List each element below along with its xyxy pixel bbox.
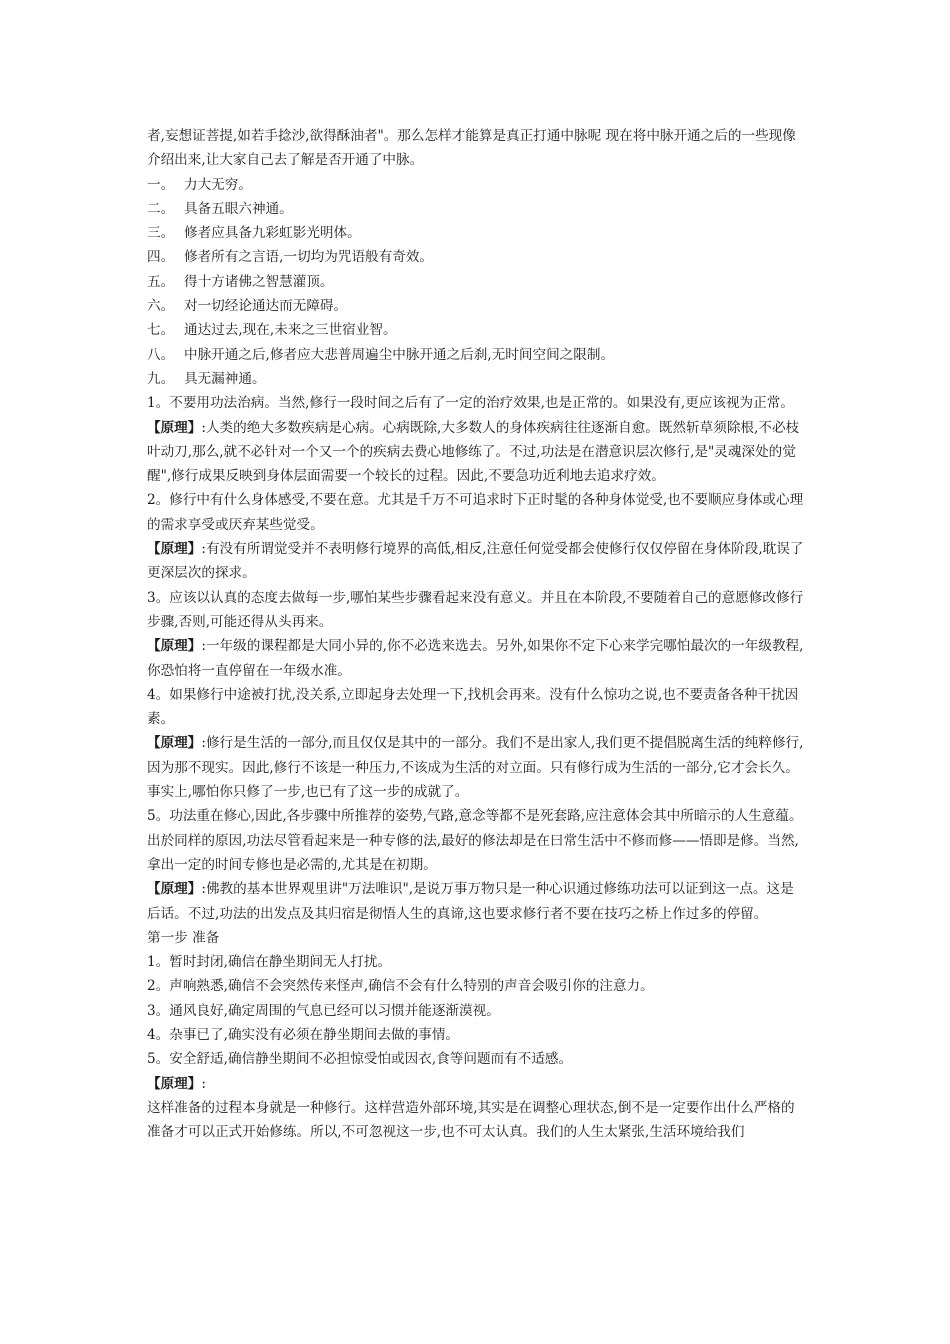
list-text: 修者所有之言语,一切均为咒语般有奇效。 xyxy=(184,249,434,266)
list-number: 九。 xyxy=(147,370,175,387)
list-item: 2。声响熟悉,确信不会突然传来怪声,确信不会有什么特别的声音会吸引你的注意力。 xyxy=(147,978,654,995)
principle-label: 【原理】 xyxy=(147,735,202,752)
rule-4: 4。如果修行中途被打扰,没关系,立即起身去处理一下,找机会再来。没有什么惊功之说,也不要责备各种干扰因素。 xyxy=(147,686,799,728)
list-item xyxy=(147,367,807,391)
list-item xyxy=(147,294,807,318)
list-number: 三。 xyxy=(147,225,175,242)
principle-text: :修行是生活的一部分,而且仅仅是其中的一部分。我们不是出家人,我们更不提倡脱离生活的纯粹修行,因为那不现实。因此,修行不该是一种压力,不该成为生活的对立面。只有修行成为生活的一部分,它才会长久。事实上,哪怕你只修了一步,也已有了这一步的成就了。 xyxy=(147,735,804,801)
list-number: 二。 xyxy=(147,200,175,217)
preparation-list xyxy=(147,950,807,1071)
list-text: 通达过去,现在,未来之三世宿业智。 xyxy=(184,322,397,339)
list-text: 具无漏神通。 xyxy=(184,370,266,387)
rule-1: 1。不要用功法治病。当然,修行一段时间之后有了一定的治疗效果,也是正常的。如果没有,更应该视为正常。 xyxy=(147,395,794,412)
list-number: 七。 xyxy=(147,322,175,339)
list-text: 中脉开通之后,修者应大悲普周遍尘中脉开通之后刹,无时间空间之限制。 xyxy=(184,346,615,363)
list-item: 4。杂事已了,确实没有必须在静坐期间去做的事情。 xyxy=(147,1026,460,1043)
rule-2-principle xyxy=(147,537,807,586)
preparation-principle-heading xyxy=(147,1072,807,1096)
list-text: 具备五眼六神通。 xyxy=(184,200,293,217)
principle-label: 【原理】 xyxy=(147,638,202,655)
section-heading: 第一步 准备 xyxy=(147,929,220,946)
list-number: 五。 xyxy=(147,273,175,290)
central-channel-signs-list xyxy=(147,173,807,392)
list-item xyxy=(147,245,807,269)
list-item xyxy=(147,270,807,294)
principle-label: 【原理】 xyxy=(147,419,202,436)
rule-3-principle xyxy=(147,634,807,683)
list-number: 六。 xyxy=(147,298,175,315)
rule-4-principle xyxy=(147,731,807,804)
principle-text: :有没有所谓觉受并不表明修行境界的高低,相反,注意任何觉受都会使修行仅仅停留在身体阶段,耽误了更深层次的探求。 xyxy=(147,541,804,582)
principle-suffix: : xyxy=(201,1075,206,1092)
list-item xyxy=(147,197,807,221)
list-item xyxy=(147,173,807,197)
list-text: 力大无穷。 xyxy=(184,176,252,193)
intro-paragraph: 者,妄想证菩提,如若手捻沙,欲得酥油者"。那么怎样才能算是真正打通中脉呢 现在将中脉开通之后的一些现像介绍出来,让大家自己去了解是否开通了中脉。 xyxy=(147,128,796,169)
rule-2: 2。修行中有什么身体感受,不要在意。尤其是千万不可追求时下正时髦的各种身体觉受,也不要顺应身体或心理的需求享受或厌弃某些觉受。 xyxy=(147,492,804,533)
principle-label: 【原理】 xyxy=(147,881,202,898)
principle-label: 【原理】 xyxy=(147,1075,202,1092)
document-body xyxy=(147,124,807,1144)
list-text: 对一切经论通达而无障碍。 xyxy=(184,298,348,315)
principle-text: :一年级的课程都是大同小异的,你不必选来选去。另外,如果你不定下心来学完哪怕最次的一年级教程,你恐怕将一直停留在一年级水准。 xyxy=(147,638,804,679)
principle-label: 【原理】 xyxy=(147,541,202,558)
list-text: 修者应具备九彩虹影光明体。 xyxy=(184,225,361,242)
list-item xyxy=(147,221,807,245)
list-item xyxy=(147,343,807,367)
rule-3: 3。应该以认真的态度去做每一步,哪怕某些步骤看起来没有意义。并且在本阶段,不要随着自己的意愿修改修行步骤,否则,可能还得从头再来。 xyxy=(147,589,804,630)
list-item: 5。安全舒适,确信静坐期间不必担惊受怕或因衣,食等问题而有不适感。 xyxy=(147,1051,573,1068)
principle-text: :人类的绝大多数疾病是心病。心病既除,大多数人的身体疾病往往逐渐自愈。既然斩草须除根,不必枝叶动刀,那么,就不必针对一个又一个的疾病去费心地修练了。不过,功法是在潜意识层次修行,是"灵魂深处的觉醒",修行成果反映到身体层面需要一个较长的过程。因此,不要急功近利地去追求疗效。 xyxy=(147,419,800,485)
list-item xyxy=(147,318,807,342)
rule-1-principle xyxy=(147,416,807,489)
list-number: 八。 xyxy=(147,346,175,363)
list-number: 四。 xyxy=(147,249,175,266)
principle-text: :佛教的基本世界观里讲"万法唯识",是说万事万物只是一种心识通过修练功法可以证到这一点。这是后话。不过,功法的出发点及其归宿是彻悟人生的真谛,这也要求修行者不要在技巧之桥上作过多的停留。 xyxy=(147,881,794,922)
list-item: 3。通风良好,确定周围的气息已经可以习惯并能逐渐漠视。 xyxy=(147,1002,500,1019)
closing-paragraph: 这样准备的过程本身就是一种修行。这样营造外部环境,其实是在调整心理状态,倒不是一定要作出什么严格的准备才可以正式开始修练。所以,不可忽视这一步,也不可太认真。我们的人生太紧张,生活环境给我们 xyxy=(147,1099,795,1141)
list-number: 一。 xyxy=(147,176,175,193)
rule-5-principle xyxy=(147,877,807,926)
list-text: 得十方诸佛之智慧灌顶。 xyxy=(184,273,334,290)
rule-5: 5。功法重在修心,因此,各步骤中所推荐的姿势,气路,意念等都不是死套路,应注意体会其中所暗示的人生意蕴。出於同样的原因,功法尽管看起来是一种专修的法,最好的修法却是在曰常生活中不修而修——悟即是修。当然,拿出一定的时间专修也是必需的,尤其是在初期。 xyxy=(147,808,803,873)
list-item: 1。暂时封闭,确信在静坐期间无人打扰。 xyxy=(147,954,392,971)
